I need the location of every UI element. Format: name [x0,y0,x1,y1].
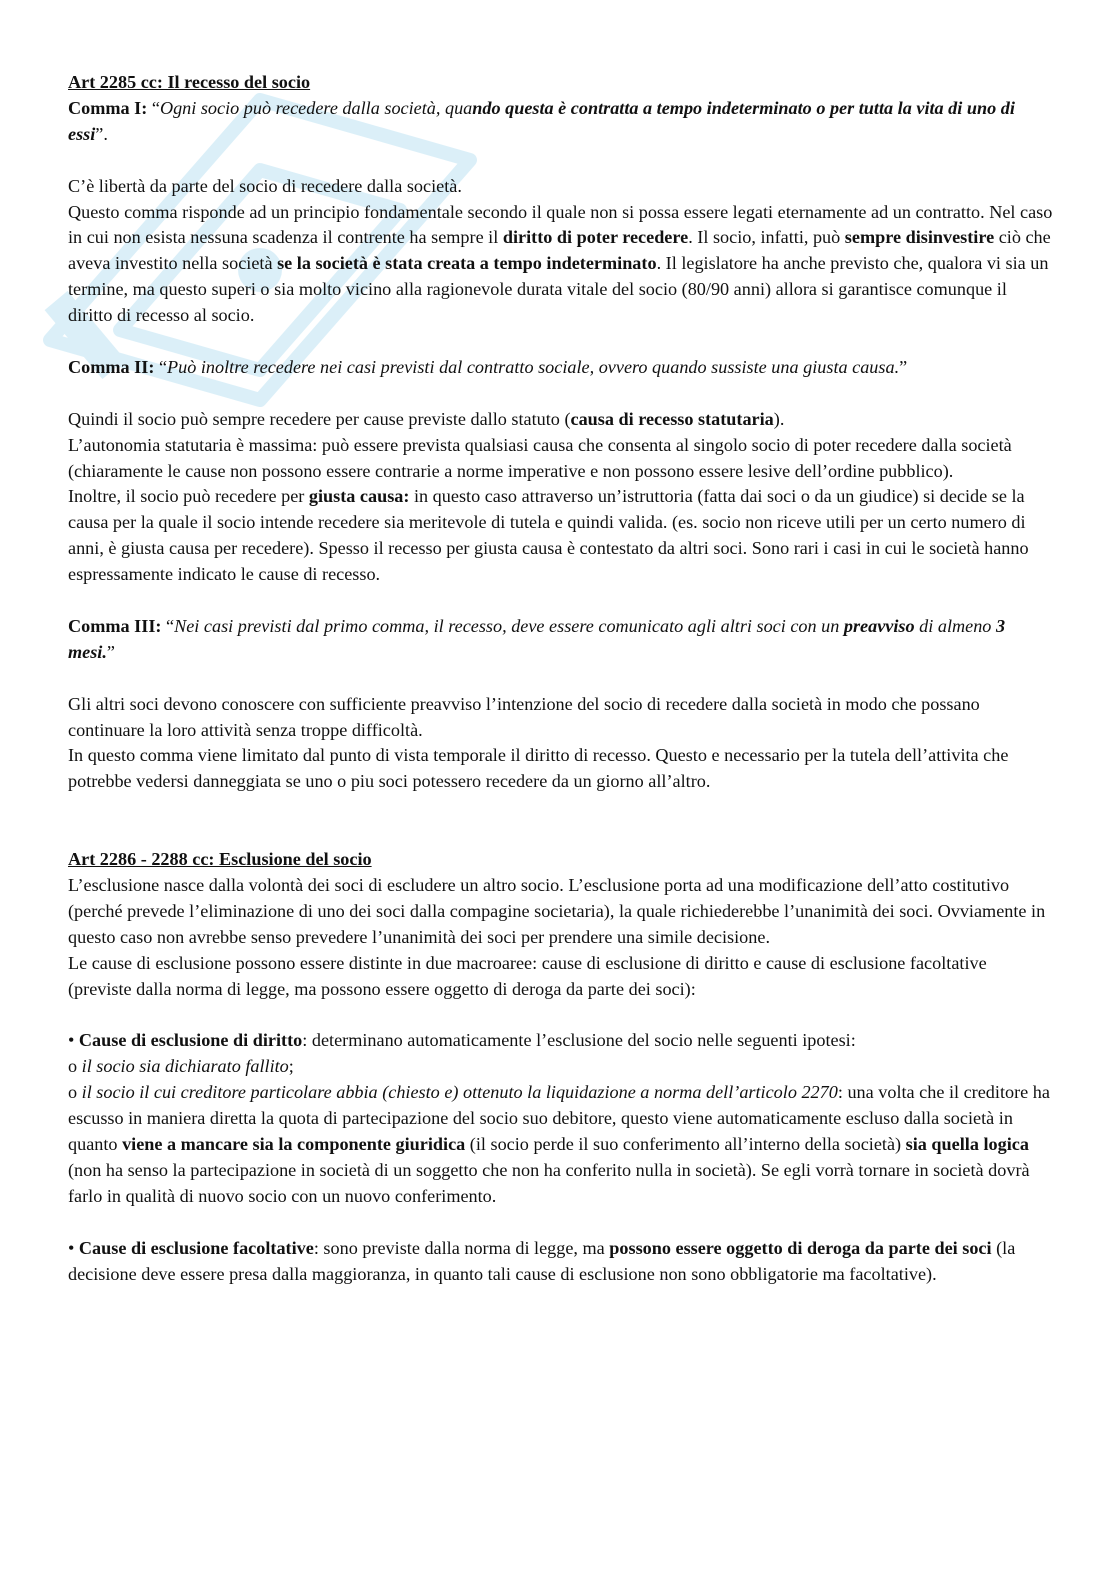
paragraph: L’esclusione nasce dalla volontà dei soci di escludere un altro socio. L’esclusione porta ad una modificazione dell’atto costitutivo (perché prevede l’eliminazione di uno dei soci dalla compagine societaria), la quale richiederebbe l’unanimità dei soci. Ovviamente in questo caso non avrebbe senso prevedere l’unanimità dei soci per prendere una simile decisione. [68,875,1046,947]
paragraph: L’autonomia statutaria è massima: può essere prevista qualsiasi causa che consenta al singolo socio di poter recedere dalla società (chiaramente le cause non possono essere contrarie a norme imperative e non possono essere lesive dell’ordine pubblico). [68,434,1012,481]
section-heading-esclusione: Art 2286 - 2288 cc: Esclusione del socio [68,849,372,870]
comma-2: Comma II: “Può inoltre recedere nei casi previsti dal contratto sociale, ovvero quando sussiste una giusta causa.” [68,356,908,377]
paragraph: Quindi il socio può sempre recedere per cause previste dallo statuto (causa di recesso statutaria). [68,408,785,429]
paragraph: Inoltre, il socio può recedere per giusta causa: in questo caso attraverso un’istruttoria (fatta dai soci o da un giudice) si decide se la causa per la quale il socio intende recedere sia meritevole di tutela e quindi valida. (es. socio non riceve utili per un certo numero di anni, è giusta causa per recedere). Spesso il recesso per giusta causa è contestato da altri soci. Sono rari i casi in cui le società hanno espressamente indicato le cause di recesso. [68,486,1029,585]
paragraph: In questo comma viene limitato dal punto di vista temporale il diritto di recesso. Questo e necessario per la tutela dell’attivita che potrebbe vedersi danneggiata se uno o piu soci potessero recedere da un giorno all’altro. [68,745,1009,792]
comma-1: Comma I: “Ogni socio può recedere dalla società, quando questa è contratta a tempo indeterminato o per tutta la vita di uno di essi”. [68,97,1015,144]
sub-item: o il socio il cui creditore particolare abbia (chiesto e) ottenuto la liquidazione a norma dell’articolo 2270: una volta che il creditore ha escusso in maniera diretta la quota di partecipazione del socio suo debitore, questo viene automaticamente escluso dalla società in quanto viene a mancare sia la componente giuridica (il socio perde il suo conferimento all’interno della società) sia quella logica (non ha senso la partecipazione in società di un soggetto che non ha conferito nulla in società). Se egli vorrà tornare in società dovrà farlo in qualità di nuovo socio con un nuovo conferimento. [68,1082,1050,1206]
paragraph: Questo comma risponde ad un principio fondamentale secondo il quale non si possa essere legati eternamente ad un contratto. Nel caso in cui non esista nessuna scadenza il contrente ha sempre il diritto di poter recedere. Il socio, infatti, può sempre disinvestire ciò che aveva investito nella società se la società è stata creata a tempo indeterminato. Il legislatore ha anche previsto che, qualora vi sia un termine, ma questo superi o sia molto vicino alla ragionevole durata vitale del socio (80/90 anni) allora si garantisce comunque il diritto di recesso al socio. [68,201,1053,326]
section-heading-recesso: Art 2285 cc: Il recesso del socio [68,72,311,92]
bullet-item: • Cause di esclusione facoltative: sono previste dalla norma di legge, ma possono essere oggetto di deroga da parte dei soci (la decisione deve essere presa dalla maggioranza, in quanto tali cause di esclusione non sono obbligatorie ma facoltative). [68,1237,1016,1284]
paragraph: Gli altri soci devono conoscere con sufficiente preavviso l’intenzione del socio di recedere dalla società in modo che possano continuare la loro attività senza troppe difficoltà. [68,693,980,740]
paragraph: C’è libertà da parte del socio di recedere dalla società. [68,175,462,196]
comma-3: Comma III: “Nei casi previsti dal primo comma, il recesso, deve essere comunicato agli altri soci con un preavviso di almeno 3 mesi.” [68,615,1006,662]
sub-item: o il socio sia dichiarato fallito; [68,1056,294,1077]
paragraph: Le cause di esclusione possono essere distinte in due macroaree: cause di esclusione di diritto e cause di esclusione facoltative (previste dalla norma di legge, ma possono essere oggetto di deroga da parte dei soci): [68,952,987,999]
bullet-item: • Cause di esclusione di diritto: determinano automaticamente l’esclusione del socio nelle seguenti ipotesi: [68,1030,856,1051]
document-body [68,70,1053,1287]
